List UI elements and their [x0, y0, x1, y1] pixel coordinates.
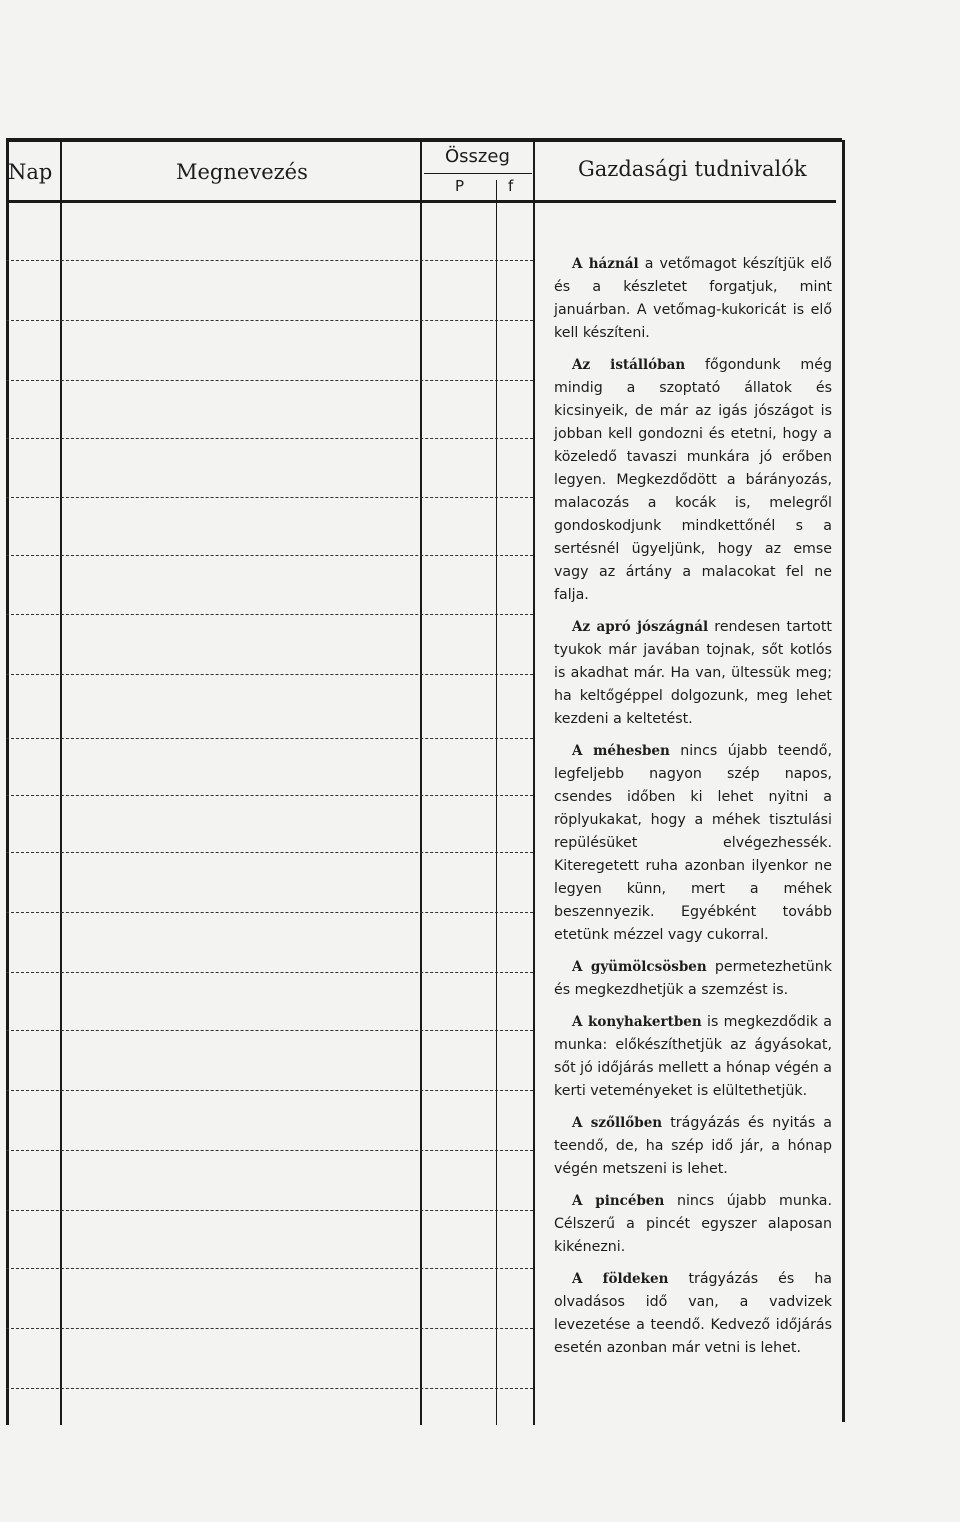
- right-border: [842, 140, 845, 1422]
- col-sum-f-header: f: [508, 177, 514, 195]
- note-lead: A konyhakertben: [572, 1014, 702, 1030]
- note-text: is megkezdődik a munka: előkészíthetjük az ágyásokat, sőt jó időjárás mellett a hónap végén a kerti veteményeket is elültethetjük.: [554, 1014, 832, 1099]
- entry-row-line: [6, 1210, 533, 1211]
- entry-row-line: [6, 1030, 533, 1031]
- sum-underline: [424, 173, 532, 174]
- note-paragraph: [554, 616, 832, 731]
- entry-row-line: [6, 260, 533, 261]
- note-lead: Az istállóban: [572, 357, 686, 373]
- sum-subcolumn-divider: [496, 180, 497, 1425]
- note-text: permetezhetünk és megkezdhetjük a szemzést is.: [554, 959, 832, 998]
- col-sum-header: Összeg: [445, 146, 510, 167]
- col-notes-header: Gazdasági tudnivalók: [578, 157, 807, 181]
- note-text: nincs újabb teendő, legfeljebb nagyon szép napos, csendes időben ki lehet nyitni a röplyukakat, hogy a méhek tisztulási repülésüket elvégezhessék. Kiteregetett ruha azonban ilyenkor ne legyen künn, mert a méhek beszennyezik. Egyébként tovább etetünk mézzel vagy cukorral.: [554, 743, 832, 943]
- top-rule: [6, 138, 842, 142]
- note-lead: A pincében: [572, 1193, 665, 1209]
- note-lead: A háznál: [572, 256, 639, 272]
- entry-row-line: [6, 912, 533, 913]
- note-lead: A földeken: [572, 1271, 669, 1287]
- note-paragraph: [554, 354, 832, 607]
- sum-column-divider: [533, 140, 535, 1425]
- note-text: rendesen tartott tyukok már javában tojnak, sőt kotlós is akadhat már. Ha van, ültessük meg; ha keltőgéppel dolgozunk, meg lehet kezdeni a keltetést.: [554, 619, 832, 727]
- entry-row-line: [6, 555, 533, 556]
- name-column-divider: [420, 140, 422, 1425]
- entry-row-line: [6, 972, 533, 973]
- note-paragraph: [554, 740, 832, 947]
- note-paragraph: [554, 1190, 832, 1259]
- note-text: főgondunk még mindig a szoptató állatok és kicsinyeik, de már az igás jószágot is jobban kell gondozni és etetni, hogy a közeledő tavaszi munkára jó erőben legyen. Megkezdődött a bárányozás, malacozás a kocák is, melegről gondoskodjunk mindkettőnél s a sertésnél ügyeljünk, hogy az emse vagy az ártány a malacokat fel ne falja.: [554, 357, 832, 603]
- note-paragraph: [554, 956, 832, 1002]
- entry-row-line: [6, 380, 533, 381]
- note-lead: A szőllőben: [572, 1115, 663, 1131]
- left-border: [6, 140, 9, 1425]
- note-paragraph: [554, 1268, 832, 1360]
- entry-row-line: [6, 1150, 533, 1151]
- entry-row-line: [6, 614, 533, 615]
- note-paragraph: [554, 1112, 832, 1181]
- entry-row-line: [6, 497, 533, 498]
- note-text: nincs újabb munka. Célszerű a pincét egyszer alaposan kikénezni.: [554, 1193, 832, 1255]
- note-lead: A méhesben: [572, 743, 670, 759]
- entry-row-line: [6, 738, 533, 739]
- entry-row-line: [6, 852, 533, 853]
- entry-row-line: [6, 795, 533, 796]
- farm-notes: [554, 253, 832, 1369]
- col-sum-p-header: P: [455, 177, 465, 195]
- col-day-header: Nap: [8, 160, 53, 184]
- entry-row-line: [6, 320, 533, 321]
- entry-row-line: [6, 1388, 533, 1389]
- note-paragraph: [554, 253, 832, 345]
- note-lead: Az apró jószágnál: [572, 619, 709, 635]
- col-name-header: Megnevezés: [176, 160, 308, 184]
- day-column-divider: [60, 140, 62, 1425]
- entry-row-line: [6, 438, 533, 439]
- entry-row-line: [6, 1268, 533, 1269]
- note-paragraph: [554, 1011, 832, 1103]
- note-text: trágyázás és ha olvadásos idő van, a vadvizek levezetése a teendő. Kedvező időjárás esetén azonban már vetni is lehet.: [554, 1271, 832, 1356]
- entry-row-line: [6, 1328, 533, 1329]
- note-text: trágyázás és nyitás a teendő, de, ha szép idő jár, a hónap végén metszeni is lehet.: [554, 1115, 832, 1177]
- entry-row-line: [6, 1090, 533, 1091]
- note-text: a vetőmagot készítjük elő és a készletet forgatjuk, mint januárban. A vetőmag-kukoricát is elő kell készíteni.: [554, 256, 832, 341]
- entry-row-line: [6, 674, 533, 675]
- note-lead: A gyümölcsösben: [572, 959, 707, 975]
